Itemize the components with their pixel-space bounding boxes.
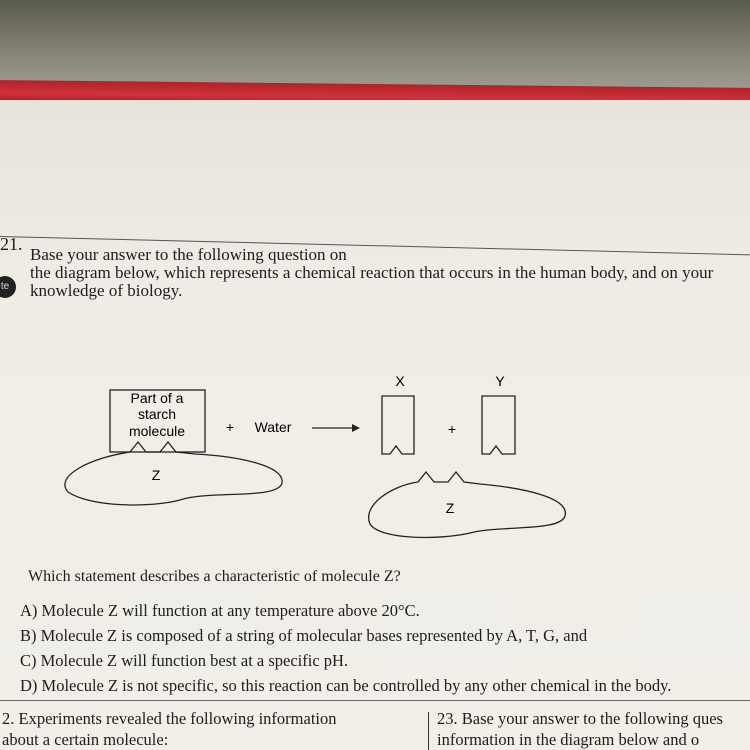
option-d[interactable]: D) Molecule Z is not specific, so this reaction can be controlled by any other chemical in the body. bbox=[20, 676, 672, 695]
intro-line: the diagram below, which represents a chemical reaction that occurs in the human body, and on your bbox=[30, 263, 714, 282]
water-label: Water bbox=[254, 419, 292, 435]
label-x: X bbox=[395, 373, 405, 389]
option-c[interactable]: C) Molecule Z will function best at a specific pH. bbox=[20, 651, 349, 670]
question-22-line: about a certain molecule: bbox=[2, 730, 169, 749]
question-23 bbox=[437, 708, 723, 750]
question-23-line: 23. Base your answer to the following ques bbox=[437, 709, 723, 728]
answer-options bbox=[20, 598, 671, 698]
section-rule bbox=[0, 700, 750, 701]
intro-line: Base your answer to the following question on bbox=[30, 245, 347, 264]
option-b[interactable]: B) Molecule Z is composed of a string of molecular bases represented by A, T, G, and bbox=[20, 626, 588, 645]
plus-sign: + bbox=[447, 421, 457, 437]
product-y bbox=[482, 396, 515, 454]
plus-sign: + bbox=[225, 419, 235, 435]
question-23-line: information in the diagram below and o bbox=[437, 730, 700, 749]
question-22-line: 2. Experiments revealed the following information bbox=[2, 709, 337, 728]
margin-badge: te bbox=[0, 276, 16, 298]
intro-line: knowledge of biology. bbox=[30, 281, 183, 300]
reaction-arrowhead bbox=[352, 424, 360, 432]
label-z-left: Z bbox=[151, 467, 161, 483]
question-number: 21. bbox=[0, 234, 23, 254]
label-z-right: Z bbox=[445, 500, 455, 516]
label-y: Y bbox=[495, 373, 505, 389]
option-a[interactable]: A) Molecule Z will function at any temperature above 20°C. bbox=[20, 601, 420, 620]
question-22 bbox=[2, 708, 337, 750]
question-prompt: Which statement describes a characteristic of molecule Z? bbox=[28, 568, 401, 585]
box-label-line: starch bbox=[137, 406, 177, 422]
box-label-line: molecule bbox=[128, 423, 186, 439]
question-intro bbox=[30, 246, 750, 300]
enzyme-z-right bbox=[369, 472, 566, 537]
reaction-diagram bbox=[60, 370, 600, 550]
product-x bbox=[382, 396, 414, 454]
column-divider bbox=[428, 712, 429, 750]
box-label-line: Part of a bbox=[130, 390, 184, 406]
